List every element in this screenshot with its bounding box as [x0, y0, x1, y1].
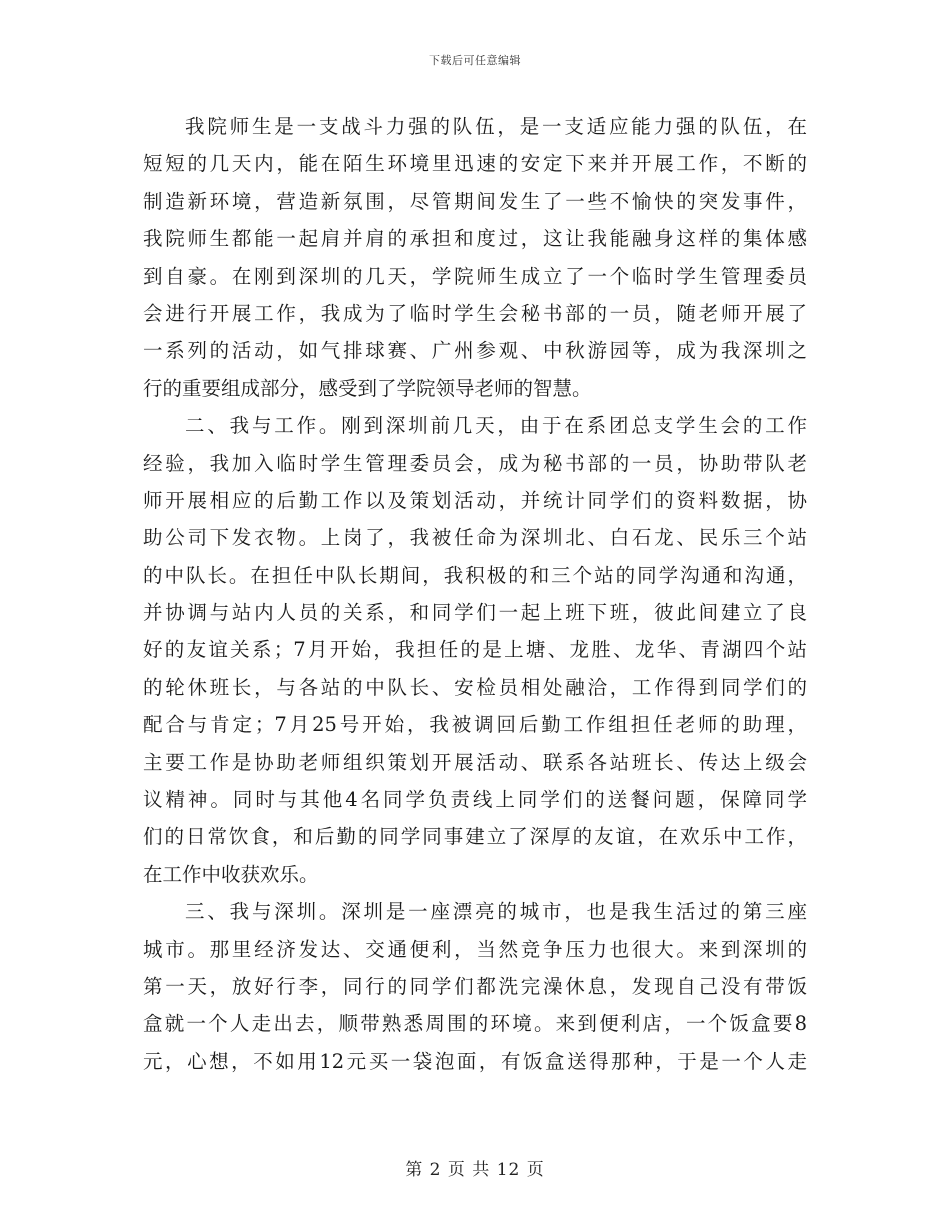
- text-line: 我院师生都能一起肩并肩的承担和度过，这让我能融身这样的集体感: [143, 227, 807, 251]
- text-line: 二、我与工作。刚到深圳前几天，由于在系团总支学生会的工作: [185, 414, 807, 438]
- text-line: 我院师生是一支战斗力强的队伍，是一支适应能力强的队伍，在: [185, 115, 807, 138]
- text-line: 们的日常饮食，和后勤的同学同事建立了深厚的友谊，在欢乐中工作，: [143, 825, 807, 849]
- text-line: 的中队长。在担任中队长期间，我积极的和三个站的同学沟通和沟通，: [143, 563, 807, 587]
- text-line: 助公司下发衣物。上岗了，我被任命为深圳北、白石龙、民乐三个站: [143, 526, 807, 550]
- text-line: 好的友谊关系；7月开始，我担任的是上塘、龙胜、龙华、青湖四个站: [143, 638, 807, 662]
- text-line: 主要工作是协助老师组织策划开展活动、联系各站班长、传达上级会: [143, 750, 807, 774]
- document-body: [143, 108, 807, 1080]
- text-line: 经验，我加入临时学生管理委员会，成为秘书部的一员，协助带队老: [143, 451, 807, 475]
- text-line: 并协调与站内人员的关系，和同学们一起上班下班，彼此间建立了良: [143, 601, 807, 625]
- paragraph-3: [143, 893, 807, 1080]
- text-line: 元，心想，不如用12元买一袋泡面，有饭盒送得那种，于是一个人走: [143, 1049, 807, 1073]
- text-line: 第一天，放好行李，同行的同学们都洗完澡休息，发现自己没有带饭: [143, 974, 807, 998]
- text-line: 一系列的活动，如气排球赛、广州参观、中秋游园等，成为我深圳之: [143, 339, 807, 363]
- text-line: 在工作中收获欢乐。: [143, 862, 319, 886]
- paragraph-2: [143, 407, 807, 893]
- text-line: 城市。那里经济发达、交通便利，当然竞争压力也很大。来到深圳的: [143, 937, 807, 961]
- page-header-note: 下载后可任意编辑: [429, 54, 521, 67]
- paragraph-1: [143, 108, 807, 407]
- page-number: 第 2 页 共 12 页: [405, 1160, 545, 1180]
- text-line: 制造新环境，营造新氛围，尽管期间发生了一些不愉快的突发事件，: [143, 189, 807, 213]
- text-line: 到自豪。在刚到深圳的几天，学院师生成立了一个临时学生管理委员: [143, 264, 807, 288]
- text-line: 短短的几天内，能在陌生环境里迅速的安定下来并开展工作，不断的: [143, 152, 807, 176]
- text-line: 议精神。同时与其他4名同学负责线上同学们的送餐问题，保障同学: [143, 788, 807, 812]
- text-line: 三、我与深圳。深圳是一座漂亮的城市，也是我生活过的第三座: [185, 900, 807, 924]
- text-line: 师开展相应的后勤工作以及策划活动，并统计同学们的资料数据，协: [143, 488, 807, 512]
- text-line: 会进行开展工作，我成为了临时学生会秘书部的一员，随老师开展了: [143, 301, 807, 325]
- text-line: 的轮休班长，与各站的中队长、安检员相处融洽，工作得到同学们的: [143, 675, 807, 699]
- text-line: 配合与肯定；7月25号开始，我被调回后勤工作组担任老师的助理，: [143, 713, 807, 737]
- text-line: 盒就一个人走出去，顺带熟悉周围的环境。来到便利店，一个饭盒要8: [143, 1012, 807, 1036]
- text-line: 行的重要组成部分，感受到了学院领导老师的智慧。: [143, 376, 592, 400]
